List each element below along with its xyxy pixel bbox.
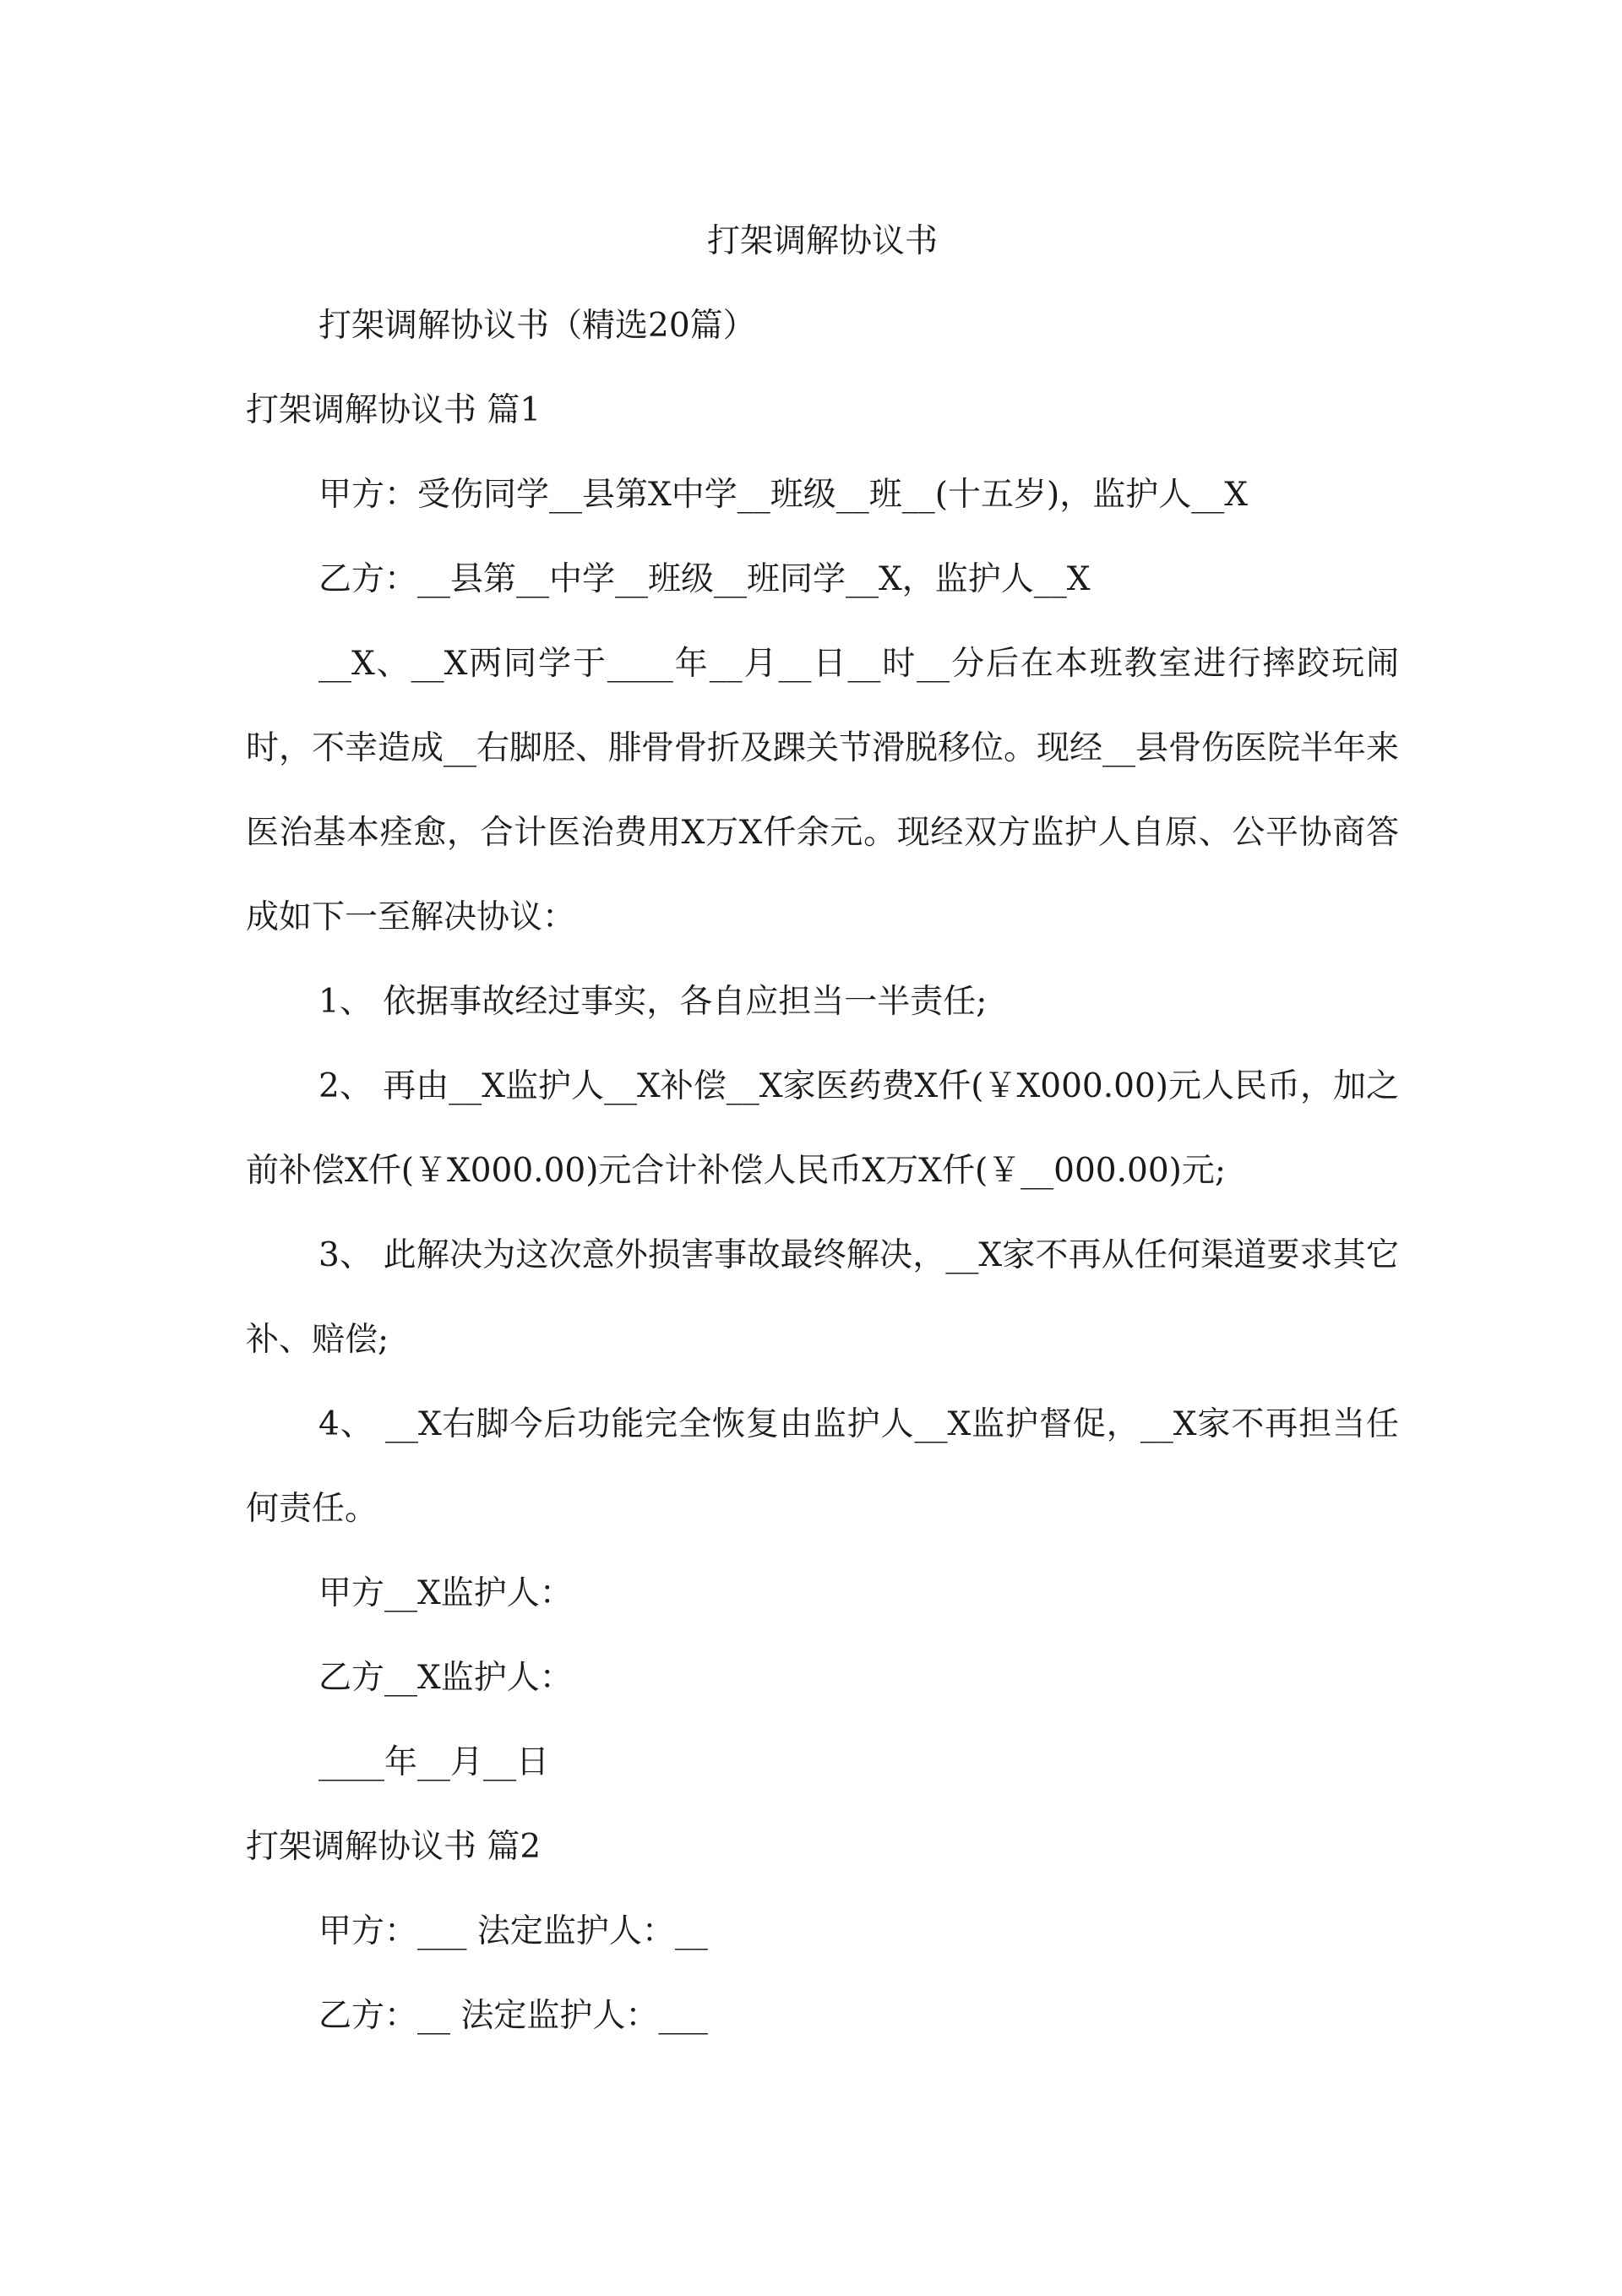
agreement-item-2: 2、 再由__X监护人__X补偿__X家医药费X仟(￥X000.00)元人民币，加之前补偿X仟(￥X000.00)元合计补偿人民币X万X仟(￥__000.00)元;: [246, 1067, 1399, 1190]
agreement-item-4: 4、 __X右脚今后功能完全恢复由监护人__X监护督促，__X家不再担当任何责任。: [246, 1405, 1399, 1528]
signature-party-b: 乙方__X监护人：: [318, 1659, 573, 1697]
agreement-item-1: 1、 依据事故经过事实，各自应担当一半责任;: [318, 983, 988, 1021]
section-heading-2: 打架调解协议书 篇2: [246, 1828, 542, 1866]
party-b-line: 乙方：__ 法定监护人：___: [318, 1997, 708, 2035]
document-title: 打架调解协议书: [706, 222, 938, 260]
party-a-line: 甲方：___ 法定监护人：__: [318, 1912, 708, 1950]
signature-date: ____年__月__日: [318, 1743, 550, 1781]
document-body: [246, 199, 1399, 2059]
document-subtitle: 打架调解协议书（精选20篇）: [318, 307, 756, 345]
signature-party-a: 甲方__X监护人：: [318, 1574, 573, 1612]
agreement-item-3: 3、 此解决为这次意外损害事故最终解决，__X家不再从任何渠道要求其它补、赔偿;: [246, 1236, 1399, 1359]
party-a-line: 甲方：受伤同学__县第X中学__班级__班__(十五岁)，监护人__X: [318, 476, 1248, 514]
party-b-line: 乙方：__县第__中学__班级__班同学__X，监护人__X: [318, 560, 1091, 598]
section-heading-1: 打架调解协议书 篇1: [246, 391, 542, 429]
facts-paragraph: __X、__X两同学于____年__月__日__时__分后在本班教室进行摔跤玩闹时，不幸造成__右脚胫、腓骨骨折及踝关节滑脱移位。现经__县骨伤医院半年来医治基本痊愈，合计医治费用X万X仟余元。现经双方监护人自原、公平协商答成如下一至解决协议：: [246, 645, 1400, 936]
